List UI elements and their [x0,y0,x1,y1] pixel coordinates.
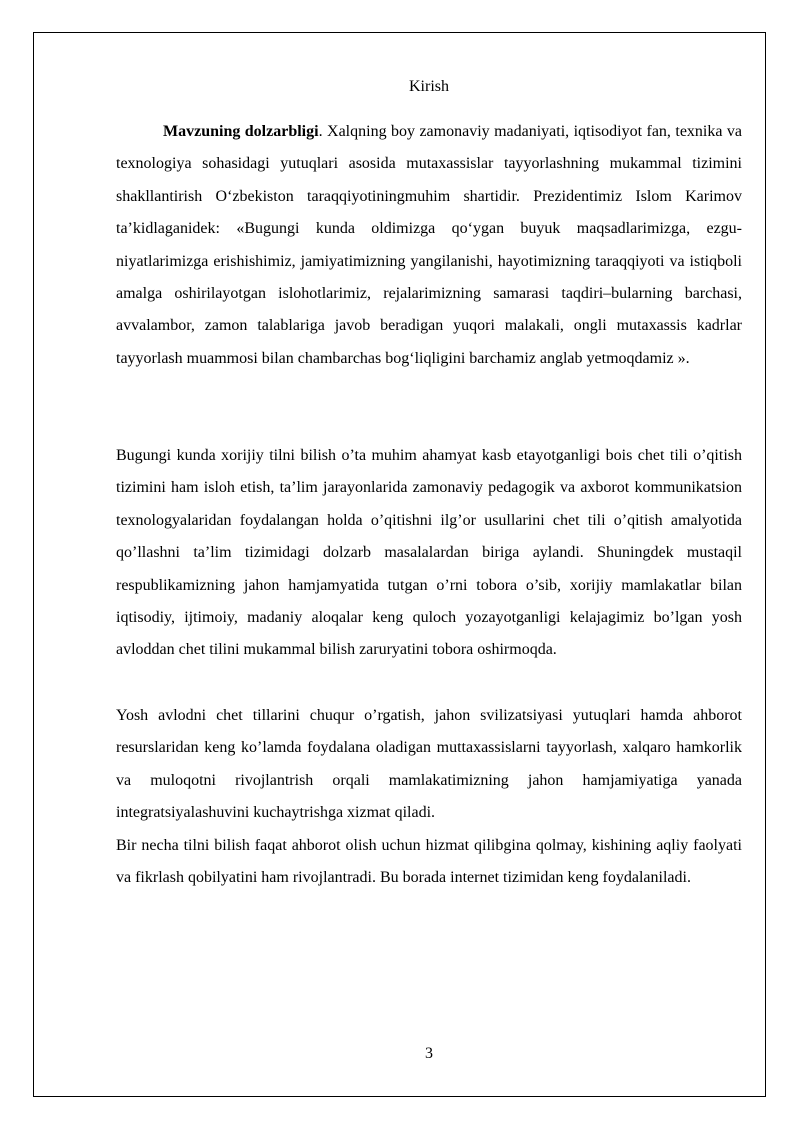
paragraph-intro [116,116,742,375]
paragraph-foreign-language: Bugungi kunda xorijiy tilni bilish o’ta muhim ahamyat kasb etayotganligi bois chet tili o’qitish tizimini ham isloh etish, ta’lim jarayonlarida zamonaviy pedagogik va axborot kommunikatsion texnologyalaridan foydalangan holda o’qitishni ilg’or usullarini chet tili o’qitish amalyotida qo’llashni ta’lim tizimidagi dolzarb masalalardan biriga aylandi. Shuningdek mustaqil respublikamizning jahon hamjamyatida tutgan o’rni tobora o’sib, xorijiy mamlakatlar bilan iqtisodiy, ijtimoiy, madaniy aloqalar keng quloch yozayotganligi kelajagimiz bo’lgan yosh avloddan chet tilini mukammal bilish zaruryatini tobora oshirmoqda. [116,447,742,659]
page-title: Kirish [409,78,449,95]
topic-relevance-heading: Mavzuning dolzarbligi [163,123,319,140]
paragraph-multilingual: Bir necha tilni bilish faqat ahborot olish uchun hizmat qilibgina qolmay, kishining aqliy faolyati va fikrlash qobilyatini ham rivojlantradi. Bu borada internet tizimidan keng foydalaniladi. [116,837,742,887]
page-number: 3 [425,1045,433,1062]
paragraph-youth-education: Yosh avlodni chet tillarini chuqur o’rgatish, jahon svilizatsiyasi yutuqlari hamda ahborot resurslaridan keng ko’lamda foydalana oladigan muttaxassislarni tayyorlash, xalqaro hamkorlik va muloqotni rivojlantrish orqali mamlakatimizning jahon hamjamiyatiga yanada integratsiyalashuvini kuchaytrishga xizmat qiladi. [116,707,742,822]
paragraph-intro-text: . Xalqning boy zamonaviy madaniyati, iqtisodiyot fan, texnika va texnologiya sohasidagi yutuqlari asosida mutaxassislar tayyorlashning mukammal tizimini shakllantirish O‘zbekiston taraqqiyotiningmuhim shartidir. Prezidentimiz Islom Karimov ta’kidlaganidek: «Bugungi kunda oldimizga qo‘ygan buyuk maqsadlarimizga, ezgu-niyatlarimizga erishishimiz, jamiyatimizning yangilanishi, hayotimizning taraqqiyoti va istiqboli amalga oshirilayotgan islohotlarimiz, rejalarimizning samarasi taqdiri–bularning barchasi, avvalambor, zamon talablariga javob beradigan yuqori malakali, ongli mutaxassis kadrlar tayyorlash muammosi bilan chambarchas bog‘liqligini barchamiz anglab yetmoqdamiz ». [116,123,743,367]
